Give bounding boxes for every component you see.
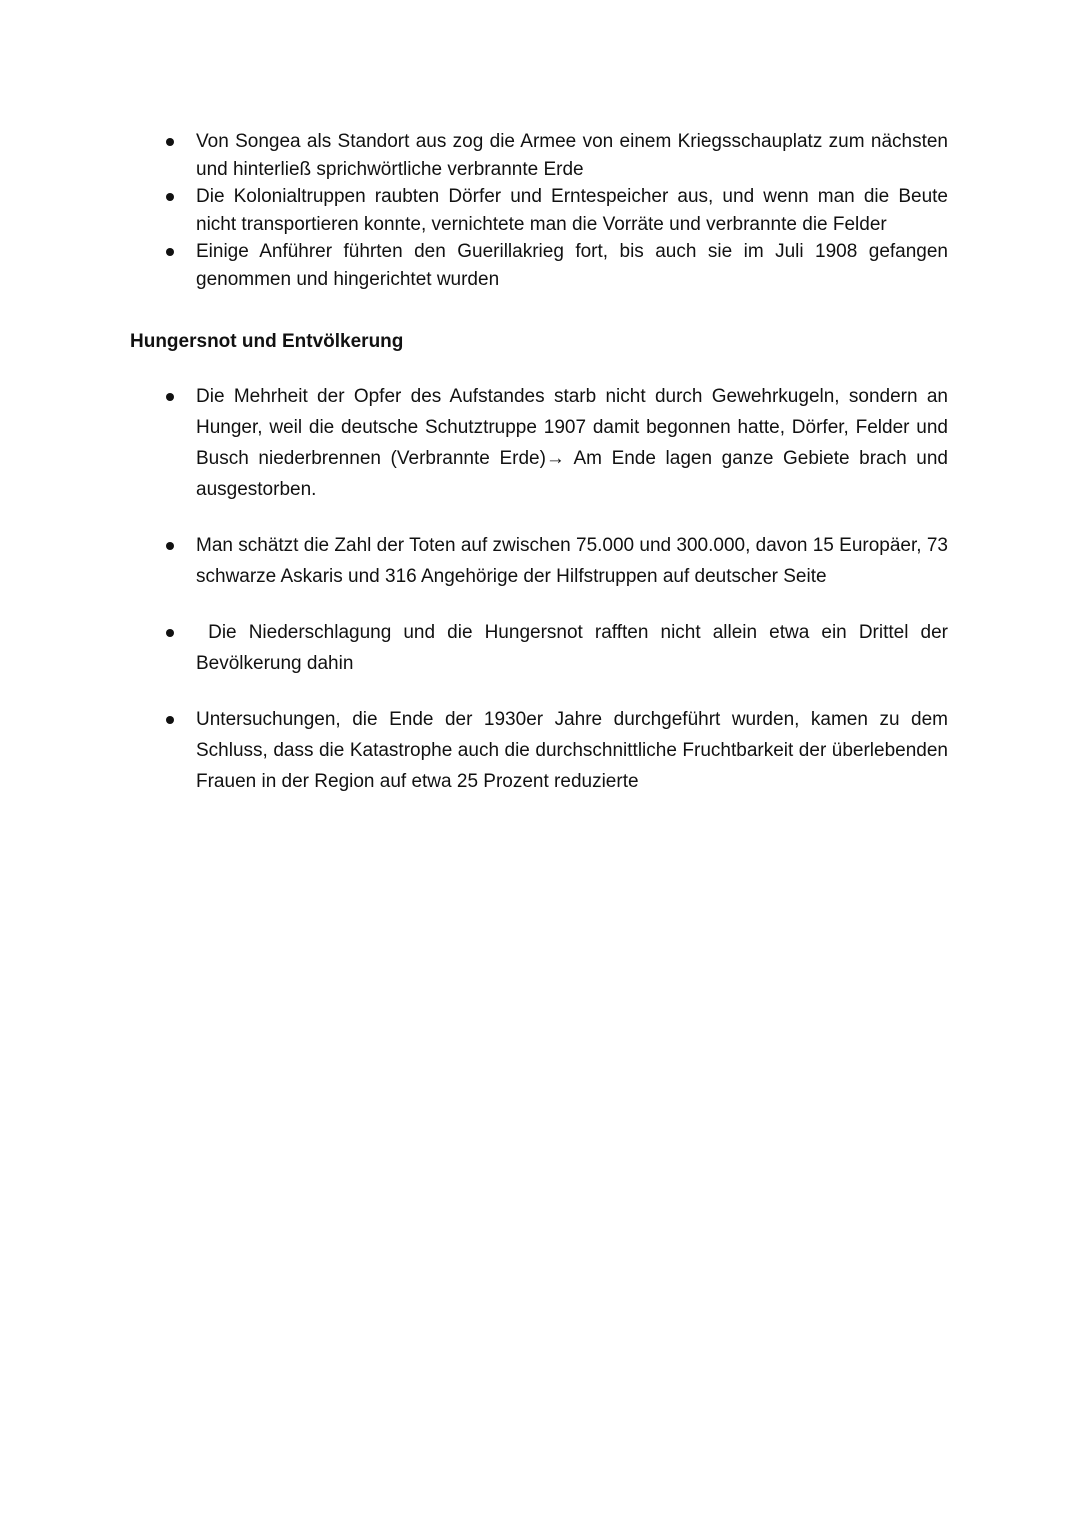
list-item-text: Von Songea als Standort aus zog die Armee von einem Kriegsschauplatz zum nächsten und hinterließ sprichwörtliche verbrannte Erde <box>196 131 948 180</box>
list-item <box>160 704 948 797</box>
bullet-icon <box>166 542 174 550</box>
list-item <box>160 617 954 679</box>
list-item <box>160 183 948 238</box>
bullet-icon <box>166 193 174 201</box>
bullet-icon <box>166 248 174 256</box>
list-item-text: Die Mehrheit der Opfer des Aufstandes starb nicht durch Gewehrkugeln, sondern an Hunger, weil die deutsche Schutztruppe 1907 damit begonnen hatte, Dörfer, Felder und Busch niederbrennen (Verbrannte Erde)→ Am Ende lagen ganze Gebiete brach und ausgestorben. <box>196 386 948 500</box>
bullet-list-top <box>160 128 948 293</box>
list-item-text: Einige Anführer führten den Guerillakrieg fort, bis auch sie im Juli 1908 gefangen genommen und hingerichtet wurden <box>196 241 948 290</box>
bullet-icon <box>166 393 174 401</box>
bullet-list-section <box>160 381 954 822</box>
list-item <box>160 128 948 183</box>
bullet-icon <box>166 629 174 637</box>
list-item-text: Man schätzt die Zahl der Toten auf zwischen 75.000 und 300.000, davon 15 Europäer, 73 schwarze Askaris und 316 Angehörige der Hilfstruppen auf deutscher Seite <box>196 535 948 587</box>
list-item <box>160 238 948 293</box>
list-item-text: Die Kolonialtruppen raubten Dörfer und Erntespeicher aus, und wenn man die Beute nicht transportieren konnte, vernichtete man die Vorräte und verbrannte die Felder <box>196 186 948 235</box>
bullet-icon <box>166 716 174 724</box>
list-item-text: Die Niederschlagung und die Hungersnot rafften nicht allein etwa ein Drittel der Bevölkerung dahin <box>196 622 954 674</box>
list-item <box>160 530 948 592</box>
section-heading: Hungersnot und Entvölkerung <box>130 331 404 352</box>
list-item <box>160 381 948 505</box>
list-item-text: Untersuchungen, die Ende der 1930er Jahre durchgeführt wurden, kamen zu dem Schluss, dass die Katastrophe auch die durchschnittliche Fruchtbarkeit der überlebenden Frauen in der Region auf etwa 25 Prozent reduzierte <box>196 709 948 792</box>
bullet-icon <box>166 138 174 146</box>
